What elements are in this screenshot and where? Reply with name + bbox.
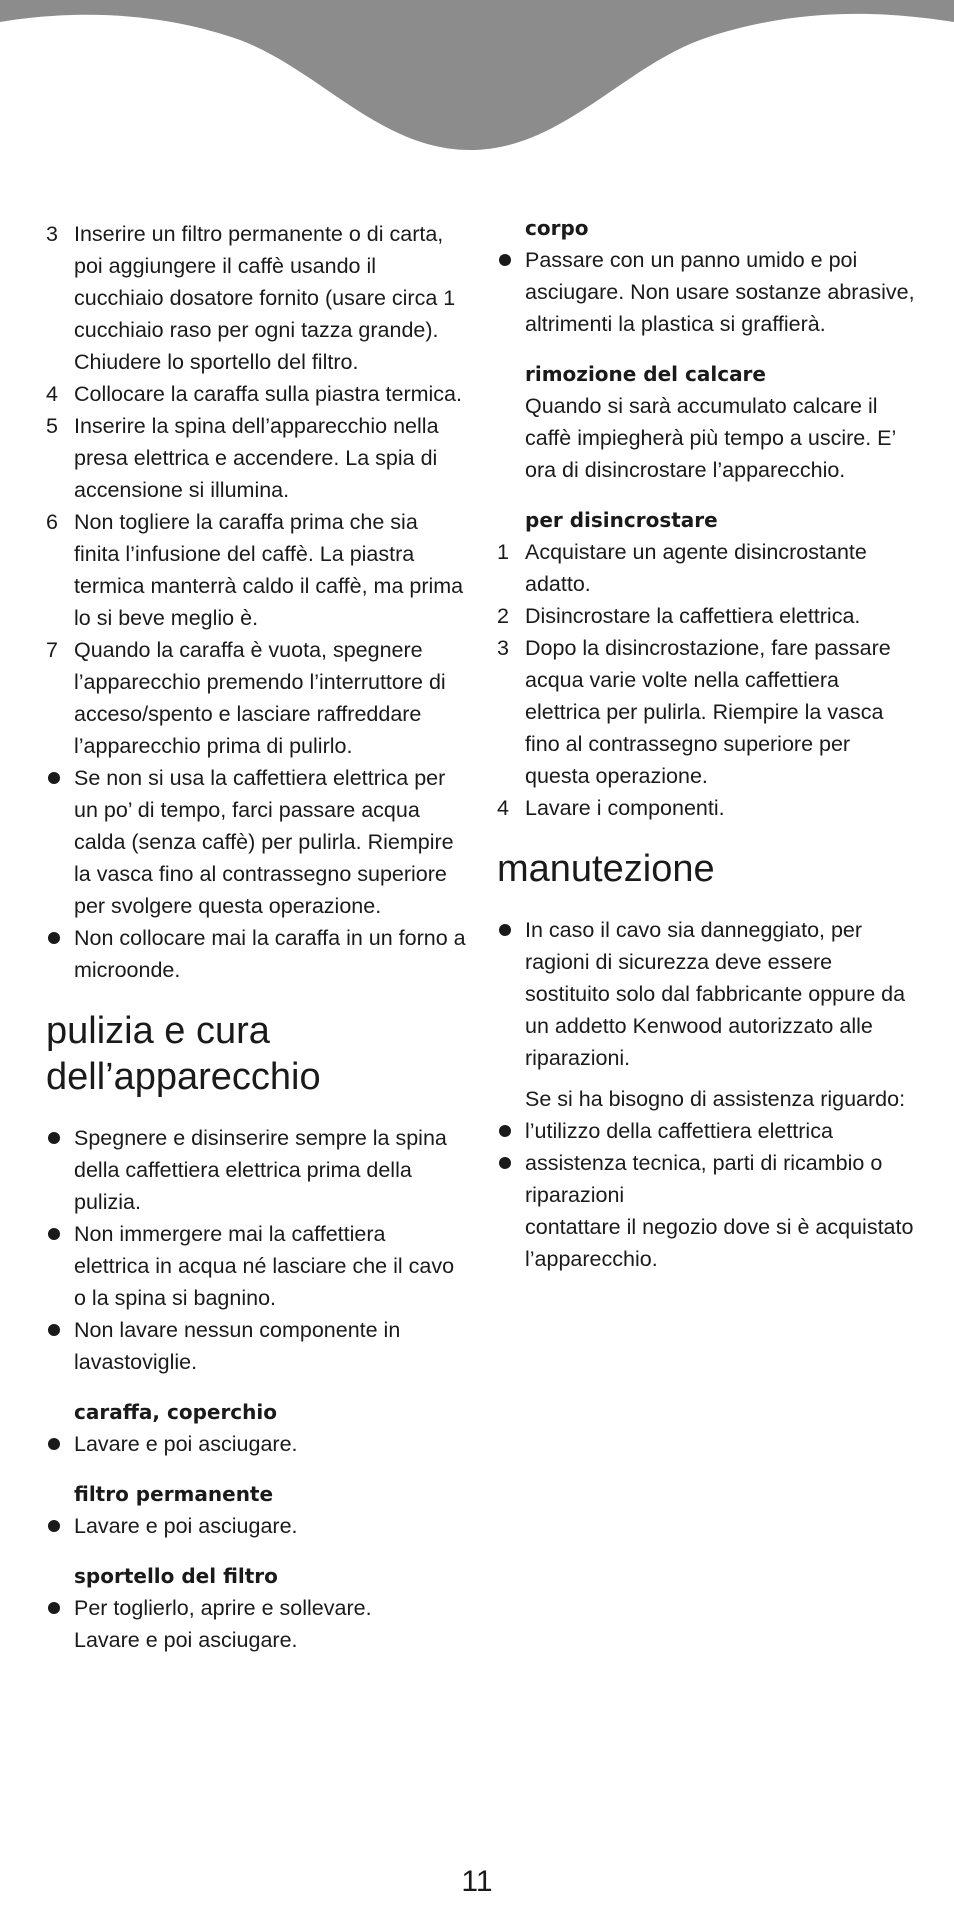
bullet-text: In caso il cavo sia danneggiato, per ragioni di sicurezza deve essere sostituito solo dal fabbricante oppure da un addetto Kenwood autorizzato alle riparazioni. <box>525 918 906 1070</box>
step-item <box>46 634 466 762</box>
step-item <box>497 792 917 824</box>
step-item <box>497 600 917 632</box>
section-title-maintenance: manutezione <box>497 848 715 890</box>
bullet-text: Spegnere e disinserire sempre la spina della caffettiera elettrica prima della pulizia. <box>74 1126 447 1214</box>
bullet-item <box>46 1314 466 1378</box>
bullet-item <box>497 1147 917 1211</box>
step-number: 4 <box>497 796 509 820</box>
care-bullet-list <box>46 1122 466 1378</box>
descaling-paragraph: Quando si sarà accumulato calcare il caffè impiegherà più tempo a uscire. E’ ora di disincrostare l’apparecchio. <box>525 394 896 482</box>
step-number: 3 <box>46 222 58 246</box>
bullet-text: Non collocare mai la caraffa in un forno a microonde. <box>74 926 466 982</box>
step-number: 4 <box>46 382 58 406</box>
step-text: Collocare la caraffa sulla piastra termica. <box>74 382 462 406</box>
bullet-text-line: Per toglierlo, aprire e sollevare. <box>74 1596 372 1620</box>
bullet-item <box>497 1115 917 1147</box>
step-number: 6 <box>46 510 58 534</box>
bullet-text: assistenza tecnica, parti di ricambio o riparazioni <box>525 1151 883 1207</box>
bullet-item <box>46 1218 466 1314</box>
subheading-carafe: caraffa, coperchio <box>74 1400 277 1424</box>
bullet-item <box>46 1122 466 1218</box>
assistance-paragraph: Se si ha bisogno di assistenza riguardo: <box>525 1087 906 1111</box>
bullet-item <box>46 1428 466 1460</box>
left-column <box>46 218 466 1656</box>
bullet-text: Non lavare nessun componente in lavastoviglie. <box>74 1318 401 1374</box>
section-title-line: dell’apparecchio <box>46 1056 321 1098</box>
subheading-how-to-descale: per disincrostare <box>525 508 718 532</box>
bullet-item <box>497 244 917 340</box>
bullet-item <box>497 914 917 1074</box>
bullet-item <box>46 762 466 922</box>
step-text: Quando la caraffa è vuota, spegnere l’apparecchio premendo l’interruttore di acceso/spento e lasciare raffreddare l’apparecchio prima di pulirlo. <box>74 638 446 758</box>
subheading-descaling: rimozione del calcare <box>525 362 766 386</box>
step-text: Acquistare un agente disincrostante adatto. <box>525 540 867 596</box>
step-item <box>46 410 466 506</box>
step-item <box>497 536 917 600</box>
header-wave-decoration <box>0 0 954 160</box>
right-column <box>497 218 917 1275</box>
bullet-text: Lavare e poi asciugare. <box>74 1514 298 1538</box>
section-title-line: pulizia e cura <box>46 1010 270 1052</box>
bullet-text: l’utilizzo della caffettiera elettrica <box>525 1119 833 1143</box>
step-number: 1 <box>497 540 509 564</box>
step-number: 2 <box>497 604 509 628</box>
step-text: Non togliere la caraffa prima che sia finita l’infusione del caffè. La piastra termica manterrà caldo il caffè, ma prima lo si beve meglio è. <box>74 510 464 630</box>
bullet-text: Passare con un panno umido e poi asciugare. Non usare sostanze abrasive, altrimenti la plastica si graffierà. <box>525 248 915 336</box>
subheading-permanent-filter: filtro permanente <box>74 1482 274 1506</box>
step-item <box>46 218 466 378</box>
step-number: 3 <box>497 636 509 660</box>
subheading-body: corpo <box>525 216 589 240</box>
bullet-text <box>74 1592 466 1656</box>
section-title-care <box>46 1008 466 1100</box>
step-text: Disincrostare la caffettiera elettrica. <box>525 604 861 628</box>
bullet-text: Non immergere mai la caffettiera elettrica in acqua né lasciare che il cavo o la spina si bagnino. <box>74 1222 455 1310</box>
step-text: Inserire la spina dell’apparecchio nella presa elettrica e accendere. La spia di accensione si illumina. <box>74 414 439 502</box>
bullet-item <box>46 1592 466 1656</box>
step-text: Inserire un filtro permanente o di carta, poi aggiungere il caffè usando il cucchiaio dosatore fornito (usare circa 1 cucchiaio raso per ogni tazza grande). Chiudere lo sportello del filtro. <box>74 222 456 374</box>
step-number: 7 <box>46 638 58 662</box>
contact-paragraph: contattare il negozio dove si è acquistato l’apparecchio. <box>525 1215 914 1271</box>
step-number: 5 <box>46 414 58 438</box>
step-text: Dopo la disincrostazione, fare passare acqua varie volte nella caffettiera elettrica per pulirla. Riempire la vasca fino al contrassegno superiore per questa operazione. <box>525 636 891 788</box>
bullet-text: Lavare e poi asciugare. <box>74 1432 298 1456</box>
bullet-text: Se non si usa la caffettiera elettrica per un po’ di tempo, farci passare acqua calda (senza caffè) per pulirla. Riempire la vasca fino al contrassegno superiore per svolgere questa operazione. <box>74 766 454 918</box>
step-item <box>46 506 466 634</box>
step-item <box>497 632 917 792</box>
page-number: 11 <box>461 1865 493 1898</box>
bullet-text-line: Lavare e poi asciugare. <box>74 1628 298 1652</box>
bullet-item <box>46 1510 466 1542</box>
step-item <box>46 378 466 410</box>
step-text: Lavare i componenti. <box>525 796 725 820</box>
bullet-item <box>46 922 466 986</box>
subheading-filter-door: sportello del filtro <box>74 1564 278 1588</box>
